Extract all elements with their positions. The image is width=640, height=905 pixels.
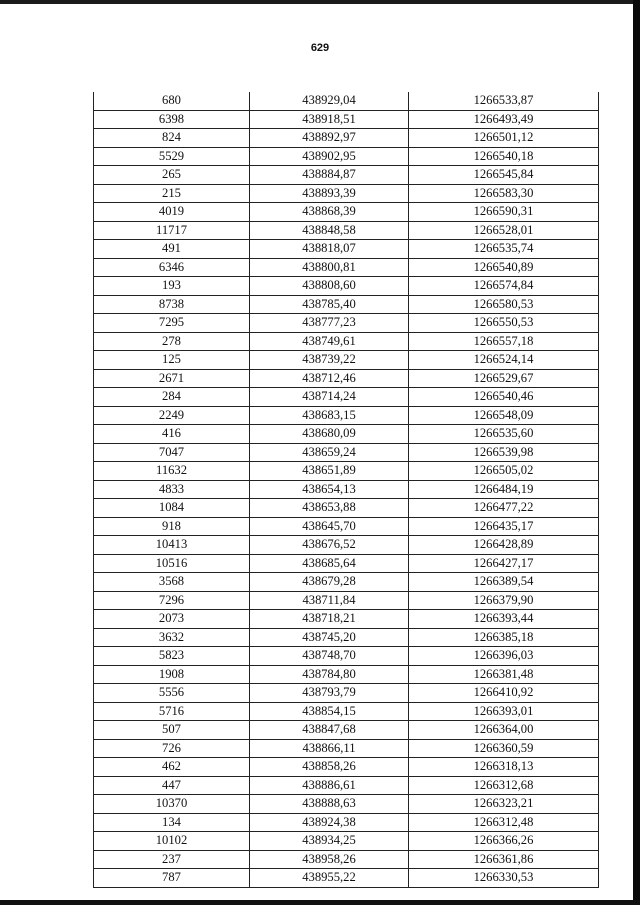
table-row	[94, 369, 599, 388]
point-number-cell: 7296	[94, 591, 250, 610]
y-coordinate-cell: 1266330,53	[409, 869, 599, 888]
y-coordinate-cell: 1266484,19	[409, 480, 599, 499]
x-coordinate-cell: 438848,58	[250, 221, 409, 240]
table-row	[94, 277, 599, 296]
x-coordinate-cell: 438924,38	[250, 813, 409, 832]
x-coordinate-cell: 438868,39	[250, 203, 409, 222]
coordinates-table-body	[94, 92, 599, 887]
x-coordinate-cell: 438893,39	[250, 184, 409, 203]
y-coordinate-cell: 1266548,09	[409, 406, 599, 425]
table-row	[94, 406, 599, 425]
table-row	[94, 665, 599, 684]
y-coordinate-cell: 1266540,46	[409, 388, 599, 407]
table-row	[94, 850, 599, 869]
x-coordinate-cell: 438892,97	[250, 129, 409, 148]
x-coordinate-cell: 438955,22	[250, 869, 409, 888]
x-coordinate-cell: 438749,61	[250, 332, 409, 351]
y-coordinate-cell: 1266364,00	[409, 721, 599, 740]
y-coordinate-cell: 1266318,13	[409, 758, 599, 777]
y-coordinate-cell: 1266528,01	[409, 221, 599, 240]
x-coordinate-cell: 438784,80	[250, 665, 409, 684]
x-coordinate-cell: 438739,22	[250, 351, 409, 370]
point-number-cell: 10413	[94, 536, 250, 555]
table-row	[94, 554, 599, 573]
table-row	[94, 166, 599, 185]
table-row	[94, 610, 599, 629]
y-coordinate-cell: 1266410,92	[409, 684, 599, 703]
table-row	[94, 351, 599, 370]
point-number-cell: 8738	[94, 295, 250, 314]
x-coordinate-cell: 438645,70	[250, 517, 409, 536]
x-coordinate-cell: 438676,52	[250, 536, 409, 555]
table-row	[94, 258, 599, 277]
table-row	[94, 536, 599, 555]
table-row	[94, 184, 599, 203]
point-number-cell: 918	[94, 517, 250, 536]
table-row	[94, 462, 599, 481]
table-row	[94, 795, 599, 814]
x-coordinate-cell: 438777,23	[250, 314, 409, 333]
point-number-cell: 787	[94, 869, 250, 888]
x-coordinate-cell: 438718,21	[250, 610, 409, 629]
table-row	[94, 813, 599, 832]
point-number-cell: 2073	[94, 610, 250, 629]
table-row	[94, 240, 599, 259]
table-row	[94, 869, 599, 888]
table-row	[94, 776, 599, 795]
x-coordinate-cell: 438847,68	[250, 721, 409, 740]
table-row	[94, 480, 599, 499]
table-row	[94, 221, 599, 240]
point-number-cell: 5529	[94, 147, 250, 166]
point-number-cell: 265	[94, 166, 250, 185]
table-row	[94, 739, 599, 758]
y-coordinate-cell: 1266312,68	[409, 776, 599, 795]
y-coordinate-cell: 1266583,30	[409, 184, 599, 203]
table-row	[94, 702, 599, 721]
x-coordinate-cell: 438651,89	[250, 462, 409, 481]
table-row	[94, 110, 599, 129]
point-number-cell: 3568	[94, 573, 250, 592]
y-coordinate-cell: 1266580,53	[409, 295, 599, 314]
point-number-cell: 1084	[94, 499, 250, 518]
point-number-cell: 6346	[94, 258, 250, 277]
table-row	[94, 443, 599, 462]
x-coordinate-cell: 438793,79	[250, 684, 409, 703]
x-coordinate-cell: 438654,13	[250, 480, 409, 499]
point-number-cell: 11632	[94, 462, 250, 481]
table-row	[94, 499, 599, 518]
point-number-cell: 10516	[94, 554, 250, 573]
point-number-cell: 7047	[94, 443, 250, 462]
point-number-cell: 7295	[94, 314, 250, 333]
y-coordinate-cell: 1266312,48	[409, 813, 599, 832]
x-coordinate-cell: 438653,88	[250, 499, 409, 518]
table-row	[94, 628, 599, 647]
y-coordinate-cell: 1266590,31	[409, 203, 599, 222]
y-coordinate-cell: 1266545,84	[409, 166, 599, 185]
y-coordinate-cell: 1266361,86	[409, 850, 599, 869]
y-coordinate-cell: 1266501,12	[409, 129, 599, 148]
x-coordinate-cell: 438679,28	[250, 573, 409, 592]
y-coordinate-cell: 1266323,21	[409, 795, 599, 814]
table-row	[94, 425, 599, 444]
x-coordinate-cell: 438714,24	[250, 388, 409, 407]
point-number-cell: 11717	[94, 221, 250, 240]
point-number-cell: 507	[94, 721, 250, 740]
y-coordinate-cell: 1266379,90	[409, 591, 599, 610]
x-coordinate-cell: 438712,46	[250, 369, 409, 388]
x-coordinate-cell: 438808,60	[250, 277, 409, 296]
y-coordinate-cell: 1266557,18	[409, 332, 599, 351]
y-coordinate-cell: 1266533,87	[409, 92, 599, 110]
table-row	[94, 203, 599, 222]
y-coordinate-cell: 1266540,18	[409, 147, 599, 166]
y-coordinate-cell: 1266389,54	[409, 573, 599, 592]
point-number-cell: 10370	[94, 795, 250, 814]
y-coordinate-cell: 1266540,89	[409, 258, 599, 277]
y-coordinate-cell: 1266360,59	[409, 739, 599, 758]
x-coordinate-cell: 438902,95	[250, 147, 409, 166]
point-number-cell: 215	[94, 184, 250, 203]
x-coordinate-cell: 438886,61	[250, 776, 409, 795]
point-number-cell: 416	[94, 425, 250, 444]
table-row	[94, 591, 599, 610]
coordinates-table	[93, 92, 599, 888]
x-coordinate-cell: 438884,87	[250, 166, 409, 185]
x-coordinate-cell: 438680,09	[250, 425, 409, 444]
point-number-cell: 1908	[94, 665, 250, 684]
y-coordinate-cell: 1266574,84	[409, 277, 599, 296]
x-coordinate-cell: 438888,63	[250, 795, 409, 814]
point-number-cell: 237	[94, 850, 250, 869]
y-coordinate-cell: 1266428,89	[409, 536, 599, 555]
point-number-cell: 2671	[94, 369, 250, 388]
point-number-cell: 5556	[94, 684, 250, 703]
scan-right-edge	[633, 0, 640, 905]
x-coordinate-cell: 438748,70	[250, 647, 409, 666]
point-number-cell: 10102	[94, 832, 250, 851]
point-number-cell: 5823	[94, 647, 250, 666]
y-coordinate-cell: 1266427,17	[409, 554, 599, 573]
x-coordinate-cell: 438683,15	[250, 406, 409, 425]
table-row	[94, 129, 599, 148]
y-coordinate-cell: 1266477,22	[409, 499, 599, 518]
point-number-cell: 824	[94, 129, 250, 148]
y-coordinate-cell: 1266535,60	[409, 425, 599, 444]
y-coordinate-cell: 1266385,18	[409, 628, 599, 647]
point-number-cell: 2249	[94, 406, 250, 425]
y-coordinate-cell: 1266366,26	[409, 832, 599, 851]
point-number-cell: 284	[94, 388, 250, 407]
point-number-cell: 3632	[94, 628, 250, 647]
point-number-cell: 447	[94, 776, 250, 795]
table-row	[94, 647, 599, 666]
point-number-cell: 4019	[94, 203, 250, 222]
table-row	[94, 721, 599, 740]
x-coordinate-cell: 438934,25	[250, 832, 409, 851]
x-coordinate-cell: 438711,84	[250, 591, 409, 610]
x-coordinate-cell: 438854,15	[250, 702, 409, 721]
table-row	[94, 295, 599, 314]
x-coordinate-cell: 438685,64	[250, 554, 409, 573]
x-coordinate-cell: 438958,26	[250, 850, 409, 869]
point-number-cell: 726	[94, 739, 250, 758]
scan-bottom-edge	[0, 900, 640, 905]
scan-top-edge	[0, 0, 640, 4]
table-row	[94, 388, 599, 407]
y-coordinate-cell: 1266539,98	[409, 443, 599, 462]
x-coordinate-cell: 438800,81	[250, 258, 409, 277]
x-coordinate-cell: 438858,26	[250, 758, 409, 777]
table-row	[94, 147, 599, 166]
table-row	[94, 832, 599, 851]
point-number-cell: 491	[94, 240, 250, 259]
y-coordinate-cell: 1266435,17	[409, 517, 599, 536]
point-number-cell: 5716	[94, 702, 250, 721]
y-coordinate-cell: 1266396,03	[409, 647, 599, 666]
x-coordinate-cell: 438745,20	[250, 628, 409, 647]
x-coordinate-cell: 438785,40	[250, 295, 409, 314]
point-number-cell: 134	[94, 813, 250, 832]
x-coordinate-cell: 438818,07	[250, 240, 409, 259]
table-row	[94, 314, 599, 333]
table-row	[94, 684, 599, 703]
point-number-cell: 278	[94, 332, 250, 351]
point-number-cell: 125	[94, 351, 250, 370]
page-number: 629	[310, 42, 330, 54]
y-coordinate-cell: 1266505,02	[409, 462, 599, 481]
y-coordinate-cell: 1266381,48	[409, 665, 599, 684]
y-coordinate-cell: 1266529,67	[409, 369, 599, 388]
table-row	[94, 332, 599, 351]
y-coordinate-cell: 1266524,14	[409, 351, 599, 370]
x-coordinate-cell: 438929,04	[250, 92, 409, 110]
point-number-cell: 680	[94, 92, 250, 110]
y-coordinate-cell: 1266535,74	[409, 240, 599, 259]
point-number-cell: 6398	[94, 110, 250, 129]
table-row	[94, 517, 599, 536]
y-coordinate-cell: 1266393,01	[409, 702, 599, 721]
x-coordinate-cell: 438659,24	[250, 443, 409, 462]
point-number-cell: 193	[94, 277, 250, 296]
point-number-cell: 4833	[94, 480, 250, 499]
y-coordinate-cell: 1266493,49	[409, 110, 599, 129]
x-coordinate-cell: 438866,11	[250, 739, 409, 758]
table-row	[94, 758, 599, 777]
point-number-cell: 462	[94, 758, 250, 777]
table-row	[94, 573, 599, 592]
x-coordinate-cell: 438918,51	[250, 110, 409, 129]
table-row	[94, 92, 599, 110]
y-coordinate-cell: 1266393,44	[409, 610, 599, 629]
y-coordinate-cell: 1266550,53	[409, 314, 599, 333]
